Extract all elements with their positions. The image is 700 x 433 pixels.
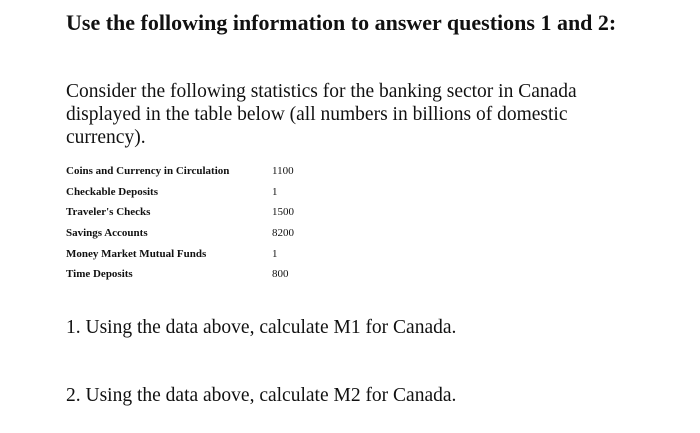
- row-label: Time Deposits: [66, 268, 133, 281]
- row-value: 800: [272, 268, 289, 281]
- row-label: Traveler's Checks: [66, 206, 151, 219]
- table-row: [66, 264, 312, 285]
- table-row: [66, 182, 312, 203]
- row-value: 1: [272, 247, 278, 260]
- banking-statistics-table: [66, 161, 312, 285]
- question-1: 1. Using the data above, calculate M1 for Canada.: [66, 317, 457, 338]
- row-value: 1500: [272, 206, 294, 219]
- row-label: Money Market Mutual Funds: [66, 247, 207, 260]
- row-label: Savings Accounts: [66, 227, 148, 240]
- table-row: [66, 161, 312, 182]
- row-value: 1100: [272, 165, 294, 178]
- question-2: 2. Using the data above, calculate M2 for Canada.: [66, 385, 457, 406]
- row-value: 1: [272, 185, 278, 198]
- table-row: [66, 223, 312, 244]
- row-value: 8200: [272, 227, 294, 240]
- intro-paragraph: Consider the following statistics for the banking sector in Canada displayed in the table below (all numbers in billions of domestic currency).: [66, 81, 577, 148]
- instructions-heading: Use the following information to answer questions 1 and 2:: [66, 10, 617, 35]
- table-row: [66, 243, 312, 264]
- table-row: [66, 202, 312, 223]
- row-label: Checkable Deposits: [66, 185, 158, 198]
- row-label: Coins and Currency in Circulation: [66, 165, 230, 178]
